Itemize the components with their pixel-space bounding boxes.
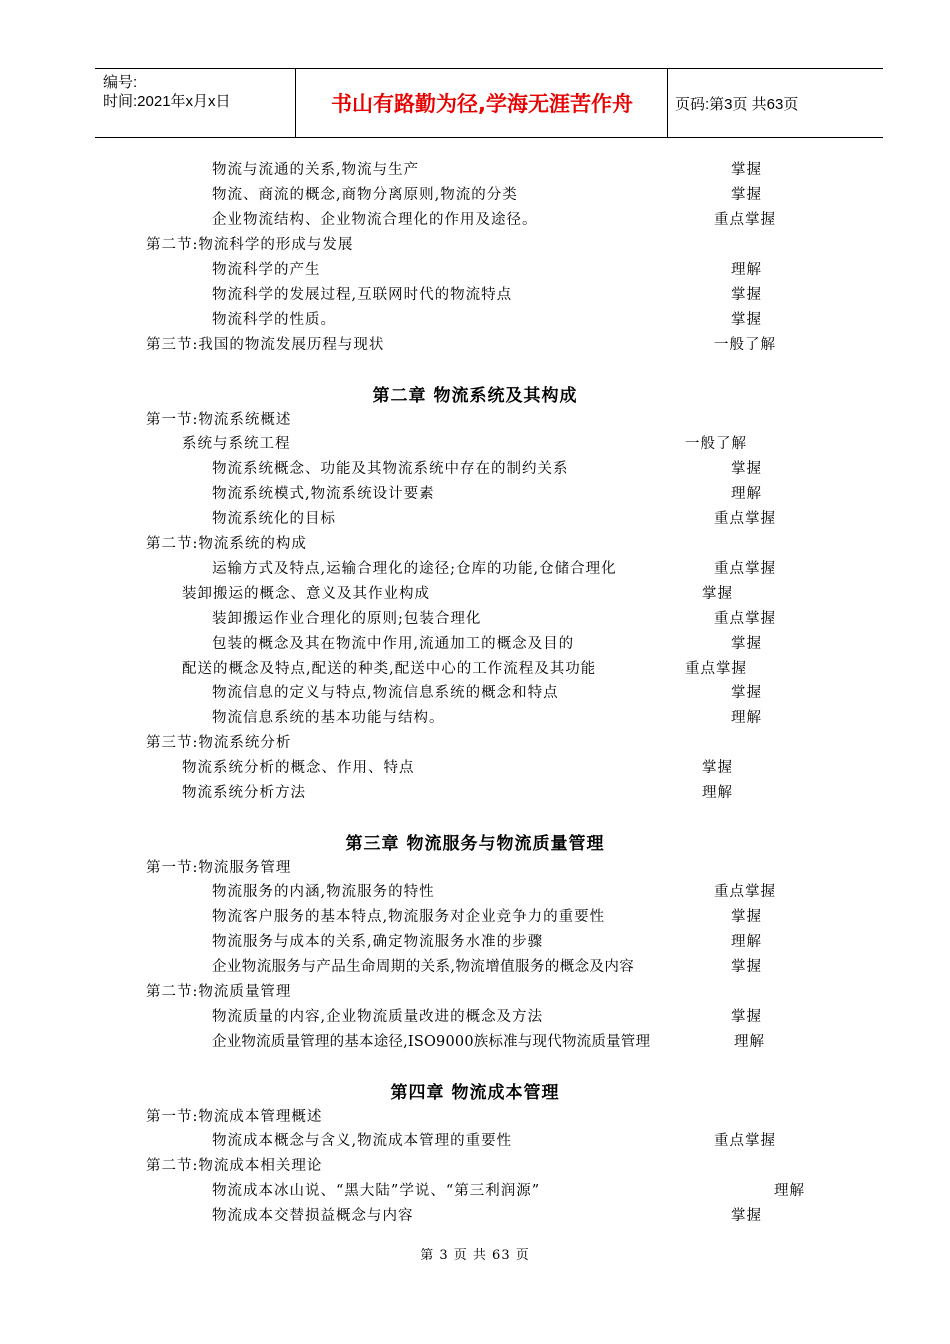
outline-item: 装卸搬运的概念、意义及其作业构成	[182, 586, 430, 602]
outline-item: 物流系统概念、功能及其物流系统中存在的制约关系	[212, 461, 569, 477]
section-heading: 第二节:物流质量管理	[146, 984, 292, 1000]
header-divider	[667, 69, 668, 137]
mastery-level: 掌握	[731, 287, 762, 303]
page-header	[95, 68, 883, 138]
outline-item: 物流系统分析方法	[182, 785, 306, 801]
outline-item: 物流科学的产生	[212, 262, 321, 278]
mastery-level: 重点掌握	[714, 511, 776, 527]
header-motto: 书山有路勤为径,学海无涯苦作舟	[331, 92, 633, 116]
outline-item: 物流成本交替损益概念与内容	[212, 1208, 414, 1224]
section-heading: 第三节:物流系统分析	[146, 735, 292, 751]
outline-item: 物流系统分析的概念、作用、特点	[182, 760, 415, 776]
time-label: 时间:2021年x月x日	[103, 93, 231, 110]
outline-item: 系统与系统工程	[182, 436, 291, 452]
mastery-level: 一般了解	[685, 436, 747, 452]
mastery-level: 掌握	[731, 1009, 762, 1025]
outline-item: 物流科学的性质。	[212, 312, 336, 328]
mastery-level: 掌握	[702, 760, 733, 776]
mastery-level: 重点掌握	[685, 661, 747, 677]
outline-item: 物流信息系统的基本功能与结构。	[212, 710, 445, 726]
outline-item: 物流服务与成本的关系,确定物流服务水准的步骤	[212, 934, 544, 950]
page-footer: 第 3 页 共 63 页	[420, 1248, 530, 1263]
mastery-level: 理解	[731, 710, 762, 726]
outline-item: 物流质量的内容,企业物流质量改进的概念及方法	[212, 1009, 544, 1025]
mastery-level: 一般了解	[714, 337, 776, 353]
outline-item: 企业物流质量管理的基本途径,ISO9000族标准与现代物流质量管理	[212, 1034, 651, 1050]
mastery-level: 掌握	[731, 461, 762, 477]
outline-item: 物流客户服务的基本特点,物流服务对企业竞争力的重要性	[212, 909, 606, 925]
mastery-level: 掌握	[731, 187, 762, 203]
section-heading: 第一节:物流服务管理	[146, 860, 292, 876]
mastery-level: 掌握	[731, 685, 762, 701]
mastery-level: 理解	[731, 934, 762, 950]
section-heading: 第三节:我国的物流发展历程与现状	[146, 337, 385, 353]
outline-item: 物流信息的定义与特点,物流信息系统的概念和特点	[212, 685, 559, 701]
section-heading: 第二节:物流系统的构成	[146, 536, 307, 552]
mastery-level: 理解	[734, 1034, 765, 1050]
chapter-title: 第三章 物流服务与物流质量管理	[345, 834, 605, 854]
mastery-level: 理解	[774, 1183, 805, 1199]
outline-item: 物流成本概念与含义,物流成本管理的重要性	[212, 1133, 513, 1149]
outline-item: 物流科学的发展过程,互联网时代的物流特点	[212, 287, 513, 303]
outline-item: 物流系统模式,物流系统设计要素	[212, 486, 435, 502]
outline-item: 企业物流服务与产品生命周期的关系,物流增值服务的概念及内容	[212, 959, 635, 975]
outline-item: 物流成本冰山说、“黑大陆”学说、“第三利润源”	[212, 1183, 541, 1199]
mastery-level: 掌握	[731, 636, 762, 652]
chapter-title: 第二章 物流系统及其构成	[372, 386, 578, 406]
outline-item: 物流、商流的概念,商物分离原则,物流的分类	[212, 187, 518, 203]
mastery-level: 理解	[731, 262, 762, 278]
outline-item: 配送的概念及特点,配送的种类,配送中心的工作流程及其功能	[182, 661, 597, 677]
section-heading: 第一节:物流系统概述	[146, 412, 292, 428]
outline-item: 物流系统化的目标	[212, 511, 336, 527]
mastery-level: 理解	[731, 486, 762, 502]
outline-item: 包装的概念及其在物流中作用,流通加工的概念及目的	[212, 636, 575, 652]
mastery-level: 掌握	[731, 1208, 762, 1224]
section-heading: 第一节:物流成本管理概述	[146, 1109, 323, 1125]
mastery-level: 理解	[702, 785, 733, 801]
mastery-level: 重点掌握	[714, 561, 776, 577]
mastery-level: 重点掌握	[714, 611, 776, 627]
mastery-level: 重点掌握	[714, 212, 776, 228]
mastery-level: 重点掌握	[714, 1133, 776, 1149]
outline-item: 企业物流结构、企业物流合理化的作用及途径。	[212, 212, 538, 228]
mastery-level: 掌握	[731, 959, 762, 975]
outline-item: 物流与流通的关系,物流与生产	[212, 162, 420, 178]
code-label: 编号:	[103, 74, 138, 91]
outline-item: 装卸搬运作业合理化的原则;包装合理化	[212, 611, 482, 627]
outline-item: 物流服务的内涵,物流服务的特性	[212, 884, 435, 900]
section-heading: 第二节:物流科学的形成与发展	[146, 237, 354, 253]
header-meta	[103, 73, 293, 111]
mastery-level: 掌握	[731, 909, 762, 925]
section-heading: 第二节:物流成本相关理论	[146, 1158, 323, 1174]
chapter-title: 第四章 物流成本管理	[390, 1083, 560, 1103]
mastery-level: 掌握	[702, 586, 733, 602]
mastery-level: 重点掌握	[714, 884, 776, 900]
mastery-level: 掌握	[731, 312, 762, 328]
mastery-level: 掌握	[731, 162, 762, 178]
outline-item: 运输方式及特点,运输合理化的途径;仓库的功能,仓储合理化	[212, 561, 617, 577]
header-page-number: 页码:第3页 共63页	[675, 95, 799, 113]
